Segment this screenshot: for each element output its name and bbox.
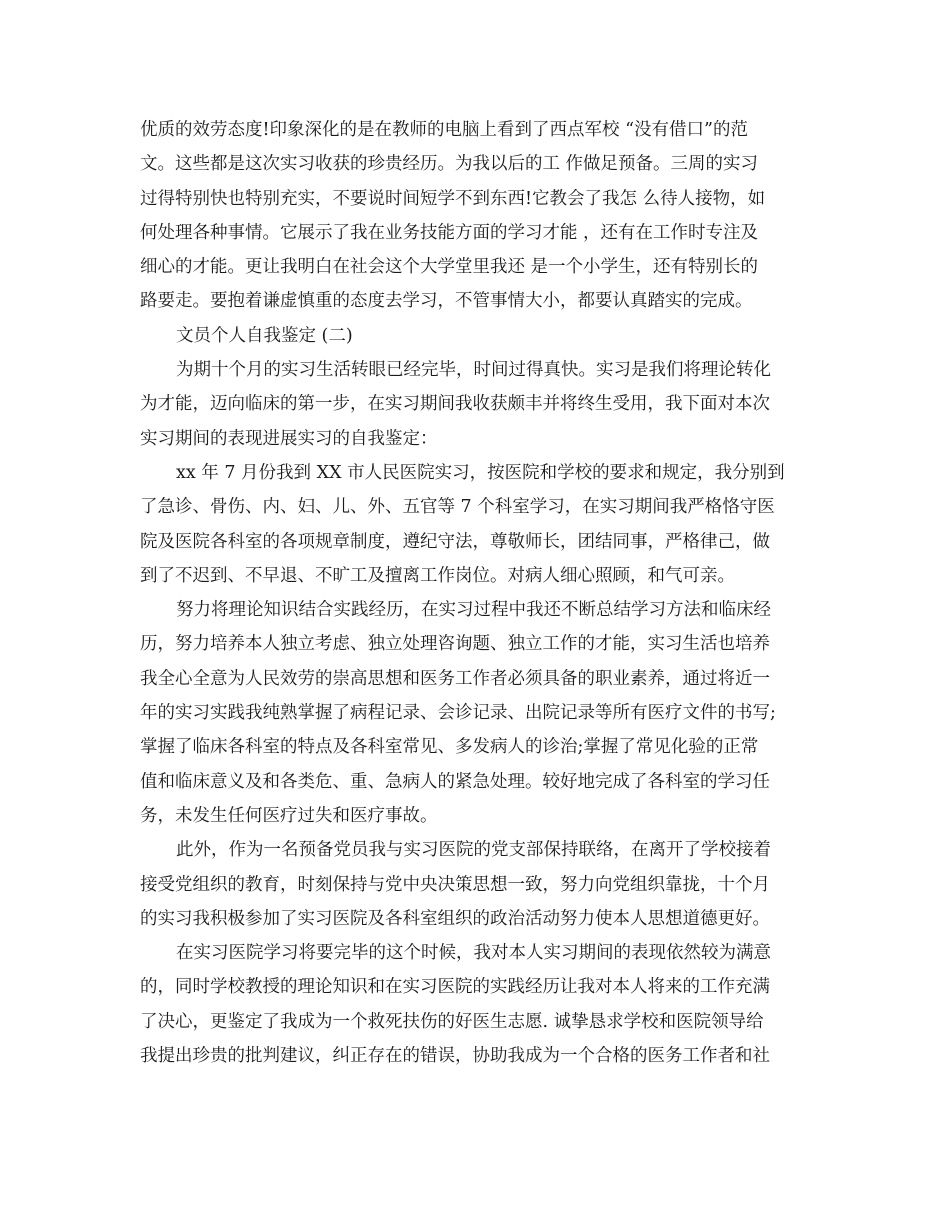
text-line: 的，同时学校教授的理论知识和在实习医院的实践经历让我对本人将来的工作充满 — [140, 977, 770, 998]
text-line: 文。这些都是这次实习收获的珍贵经历。为我以后的工 作做足预备。三周的实习 — [140, 154, 759, 175]
text-line: 实习期间的表现进展实习的自我鉴定： — [140, 428, 438, 449]
text-line: 年的实习实践我纯熟掌握了病程记录、会诊记录、出院记录等所有医疗文件的书写; — [140, 703, 776, 724]
text-line: 我提出珍贵的批判建议，纠正存在的错误，协助我成为一个合格的医务工作者和社 — [140, 1046, 770, 1067]
text-line: 了决心，更鉴定了我成为一个救死扶伤的好医生志愿. 诚挚恳求学校和医院领导给 — [140, 1011, 764, 1032]
text-line: 务，未发生任何医疗过失和医疗事故。 — [140, 805, 438, 826]
text-line: 历，努力培养本人独立考虑、独立处理咨询题、独立工作的才能，实习生活也培养 — [140, 634, 770, 655]
text-line: 路要走。要抱着谦虚慎重的态度去学习，不管事情大小，都要认真踏实的完成。 — [140, 291, 753, 312]
text-line: 过得特别快也特别充实，不要说时间短学不到东西!它教会了我怎 么待人接物，如 — [140, 188, 766, 209]
text-line: 文员个人自我鉴定 (二) — [176, 325, 353, 346]
document-body — [140, 113, 820, 1073]
text-line: xx 年 7 月份我到 XX 市人民医院实习，按医院和学校的要求和规定，我分别到 — [176, 462, 785, 483]
text-line: 细心的才能。更让我明白在社会这个大学堂里我还 是一个小学生，还有特别长的 — [140, 257, 759, 278]
text-line: 到了不迟到、不早退、不旷工及擅离工作岗位。对病人细心照顾，和气可亲。 — [140, 565, 735, 586]
text-line: 值和临床意义及和各类危、重、急病人的紧急处理。较好地完成了各科室的学习任 — [140, 771, 770, 792]
text-line: 院及医院各科室的各项规章制度，遵纪守法，尊敬师长，团结同事，严格律己，做 — [140, 531, 770, 552]
text-line: 在实习医院学习将要完毕的这个时候，我对本人实习期间的表现依然较为满意 — [176, 943, 771, 964]
text-line: 努力将理论知识结合实践经历，在实习过程中我还不断总结学习方法和临床经 — [176, 600, 771, 621]
text-line: 优质的效劳态度!印象深化的是在教师的电脑上看到了西点军校 “没有借口”的范 — [140, 120, 748, 140]
text-line: 为期十个月的实习生活转眼已经完毕，时间过得真快。实习是我们将理论转化 — [176, 360, 771, 381]
text-line: 何处理各种事情。它展示了我在业务技能方面的学习才能 ，还有在工作时专注及 — [140, 222, 759, 243]
text-line: 的实习我积极参加了实习医院及各科室组织的政治活动努力使本人思想道德更好。 — [140, 908, 770, 929]
text-line: 接受党组织的教育，时刻保持与党中央决策思想一致，努力向党组织靠拢，十个月 — [140, 874, 770, 895]
text-line: 我全心全意为人民效劳的崇高思想和医务工作者必须具备的职业素养，通过将近一 — [140, 668, 770, 689]
text-line: 掌握了临床各科室的特点及各科室常见、多发病人的诊治;掌握了常见化验的正常 — [140, 737, 759, 758]
text-line: 了急诊、骨伤、内、妇、儿、外、五官等 7 个科室学习，在实习期间我严格恪守医 — [140, 497, 775, 518]
text-line: 为才能，迈向临床的第一步，在实习期间我收获颇丰并将终生受用，我下面对本次 — [140, 394, 770, 415]
text-line: 此外，作为一名预备党员我与实习医院的党支部保持联络，在离开了学校接着 — [176, 840, 771, 861]
